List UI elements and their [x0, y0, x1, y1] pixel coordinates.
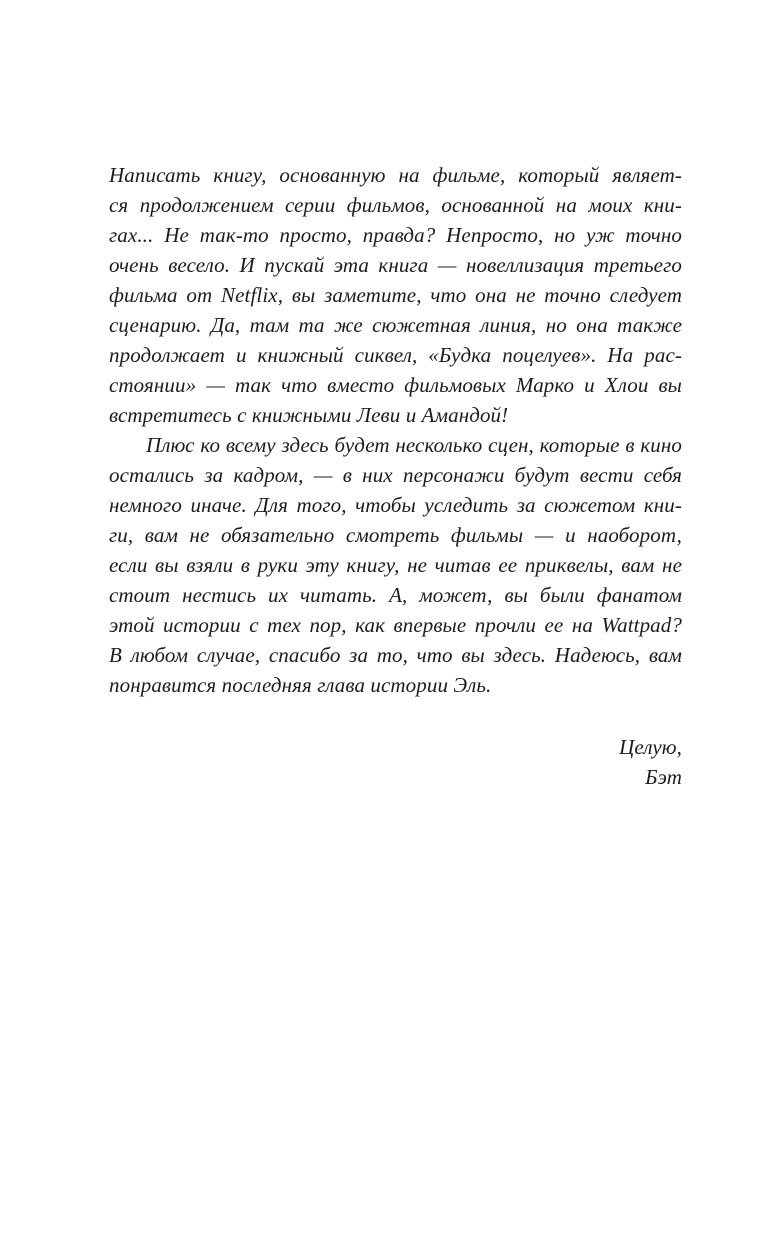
text-line: очень весело. И пускай эта книга — новеллизация третьего	[109, 253, 682, 277]
letter-body	[109, 160, 682, 792]
paragraph	[109, 430, 682, 700]
text-line: немного иначе. Для того, чтобы уследить за сюжетом кни-	[109, 493, 682, 517]
paragraph	[109, 160, 682, 430]
text-line: Плюс ко всему здесь будет несколько сцен, которые в кино	[146, 433, 682, 457]
text-line: ги, вам не обязательно смотреть фильмы — и наоборот,	[109, 523, 682, 547]
text-line: продолжает и книжный сиквел, «Будка поцелуев». На рас-	[109, 343, 682, 367]
text-line: сценарию. Да, там та же сюжетная линия, но она также	[109, 313, 682, 337]
text-line: стоит нестись их читать. А, может, вы были фанатом	[109, 583, 682, 607]
text-line: Написать книгу, основанную на фильме, который являет-	[109, 163, 682, 187]
text-line: В любом случае, спасибо за то, что вы здесь. Надеюсь, вам	[109, 643, 682, 667]
text-line: понравится последняя глава истории Эль.	[109, 673, 492, 697]
text-line: остались за кадром, — в них персонажи будут вести себя	[109, 463, 682, 487]
text-line: если вы взяли в руки эту книгу, не читав ее приквелы, вам не	[109, 553, 682, 577]
text-line: фильма от Netflix, вы заметите, что она не точно следует	[109, 283, 682, 307]
text-line: этой истории с тех пор, как впервые прочли ее на Wattpad?	[109, 613, 682, 637]
text-line: стоянии» — так что вместо фильмовых Марко и Хлои вы	[109, 373, 682, 397]
text-line: встретитесь с книжными Леви и Амандой!	[109, 403, 509, 427]
text-line: ся продолжением серии фильмов, основанной на моих кни-	[109, 193, 682, 217]
signoff-closing: Целую,	[619, 735, 682, 759]
text-line: гах... Не так-то просто, правда? Непросто, но уж точно	[109, 223, 682, 247]
signoff	[109, 732, 682, 792]
signoff-name: Бэт	[645, 765, 682, 789]
